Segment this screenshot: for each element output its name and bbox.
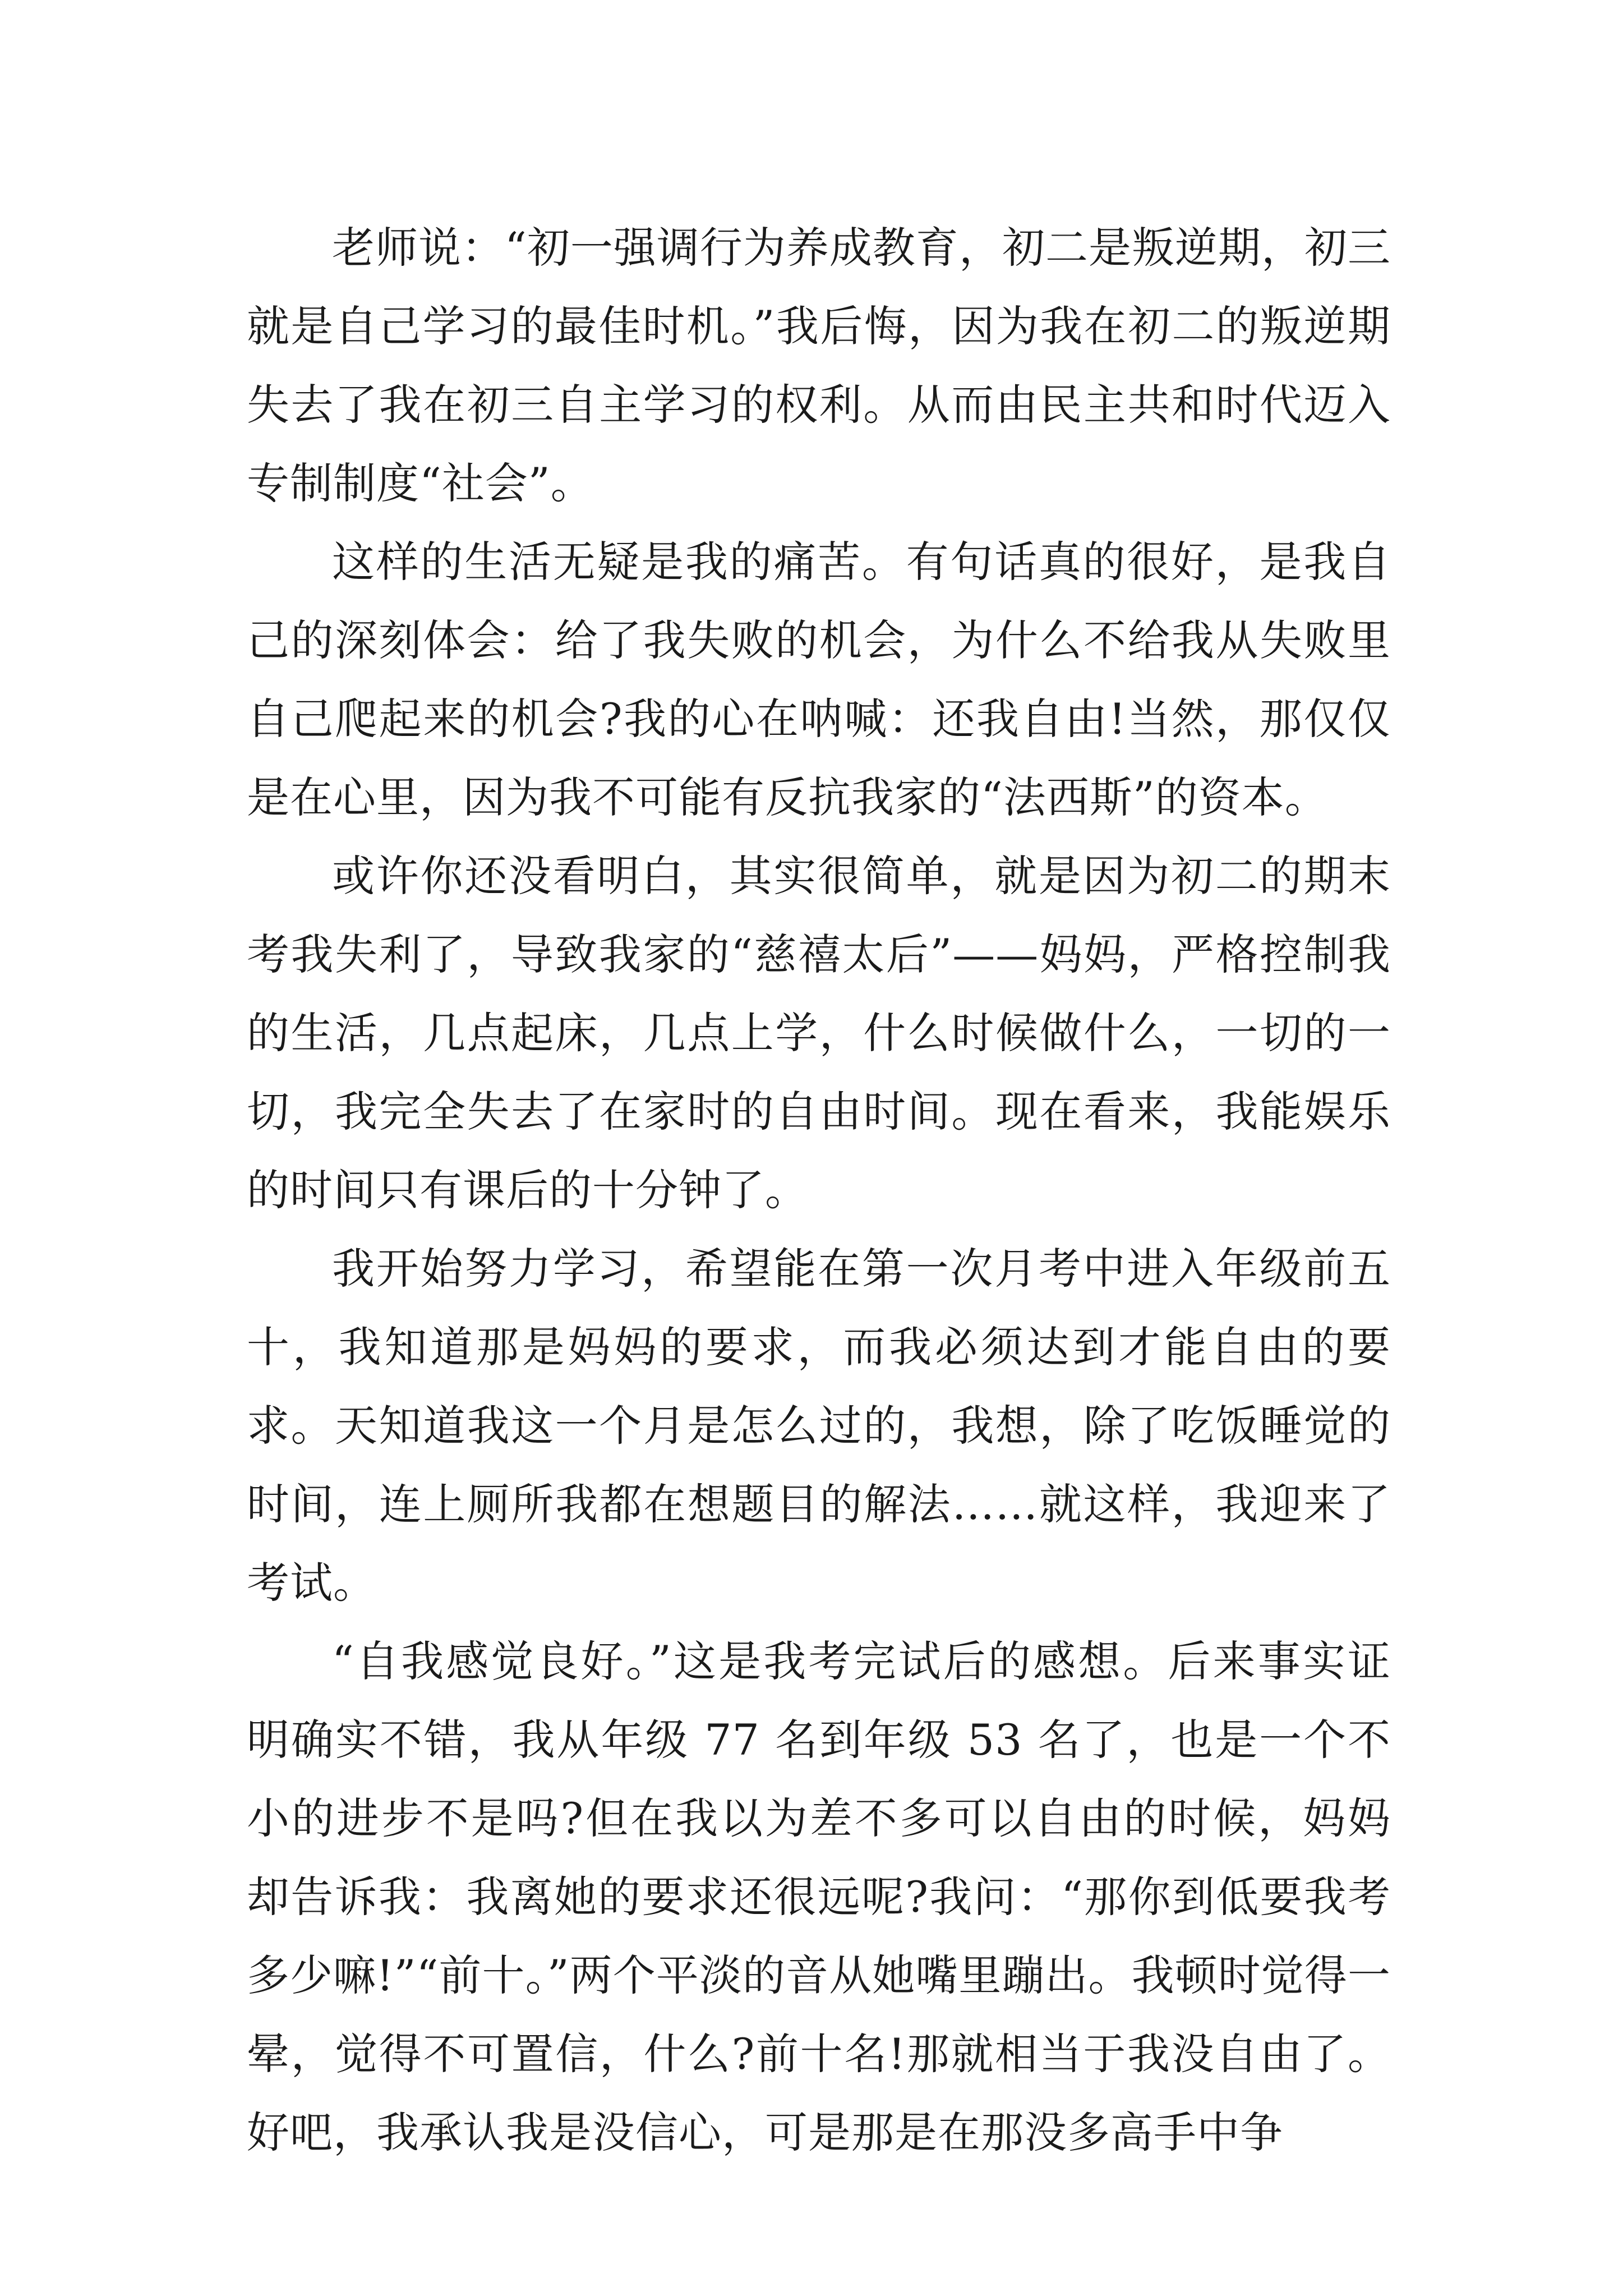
paragraph-3: 或许你还没看明白，其实很简单，就是因为初二的期末考我失利了，导致我家的“慈禧太后”——妈妈，严格控制我的生活，几点起床，几点上学，什么时候做什么，一切的一切，我完全失去了在家时的自由时间。现在看来，我能娱乐的时间只有课后的十分钟了。 bbox=[247, 851, 1391, 1215]
body-text bbox=[247, 209, 1391, 2172]
paragraph-2: 这样的生活无疑是我的痛苦。有句话真的很好，是我自己的深刻体会：给了我失败的机会，为什么不给我从失败里自己爬起来的机会?我的心在呐喊：还我自由!当然，那仅仅是在心里，因为我不可能有反抗我家的“法西斯”的资本。 bbox=[247, 537, 1391, 822]
paragraph-4: 我开始努力学习，希望能在第一次月考中进入年级前五十，我知道那是妈妈的要求，而我必须达到才能自由的要求。天知道我这一个月是怎么过的，我想，除了吃饭睡觉的时间，连上厕所我都在想题目的解法……就这样，我迎来了考试。 bbox=[247, 1244, 1391, 1608]
paragraph-1: 老师说：“初一强调行为养成教育，初二是叛逆期，初三就是自己学习的最佳时机。”我后悔，因为我在初二的叛逆期失去了我在初三自主学习的权利。从而由民主共和时代迈入专制制度“社会”。 bbox=[247, 223, 1391, 508]
paragraph-5: “自我感觉良好。”这是我考完试后的感想。后来事实证明确实不错，我从年级 77 名到年级 53 名了，也是一个不小的进步不是吗?但在我以为差不多可以自由的时候，妈妈却告诉我：我离她的要求还很远呢?我问：“那你到低要我考多少嘛!”“前十。”两个平淡的音从她嘴里蹦出。我顿时觉得一晕，觉得不可置信，什么?前十名!那就相当于我没自由了。好吧，我承认我是没信心，可是那是在那没多高手中争 bbox=[247, 1636, 1391, 2157]
